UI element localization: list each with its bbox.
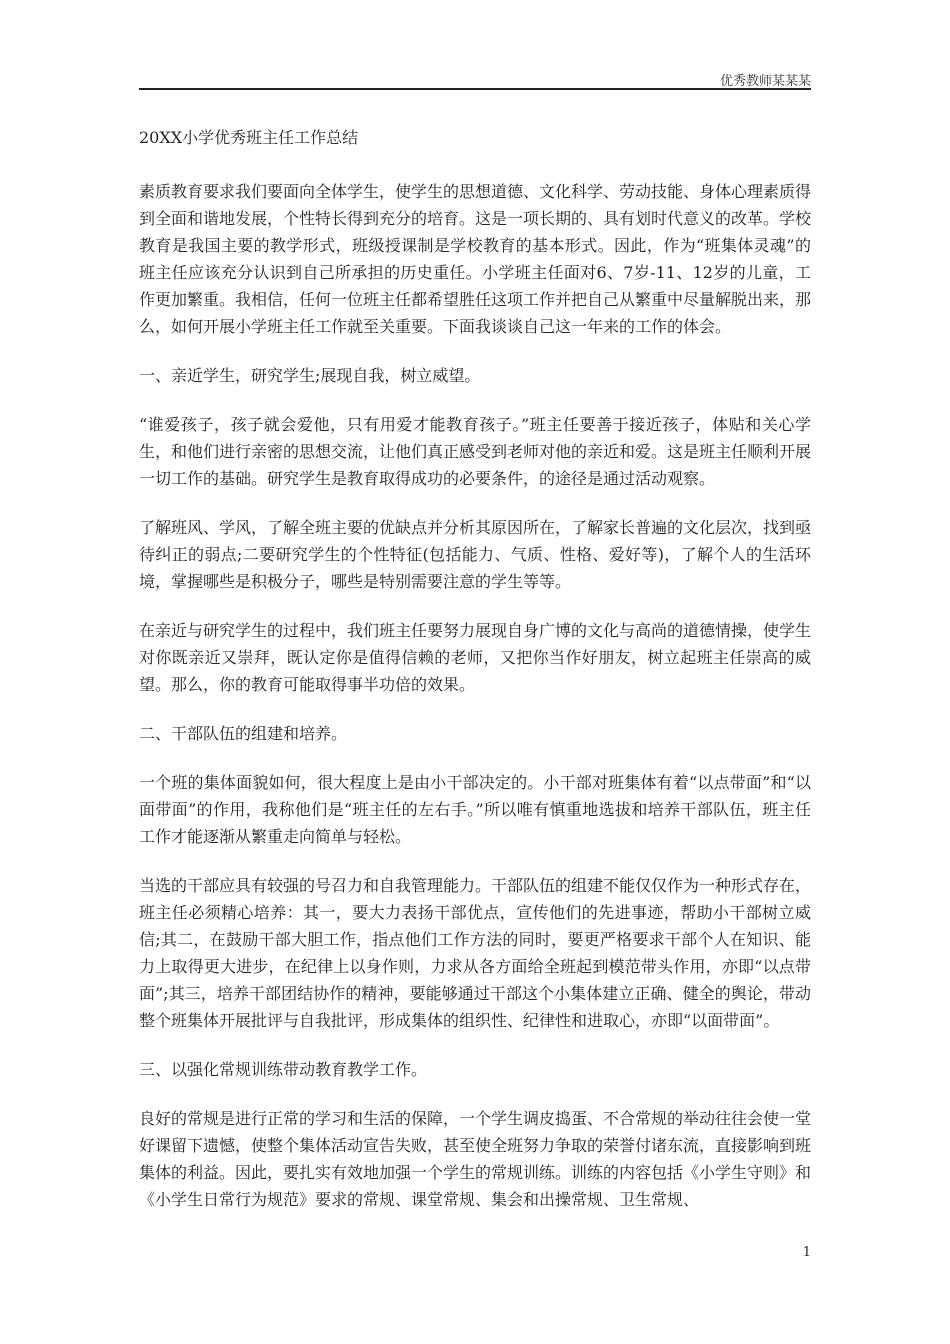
paragraph: “谁爱孩子，孩子就会爱他，只有用爱才能教育孩子。”班主任要善于接近孩子，体贴和关心学生，和他们进行亲密的思想交流，让他们真正感受到老师对他的亲近和爱。这是班主任顺利开展一切工作的基础。研究学生是教育取得成功的必要条件，的途径是通过活动观察。 — [139, 415, 812, 488]
page-number: 1 — [802, 1245, 811, 1260]
paragraph: 了解班风、学风，了解全班主要的优缺点并分析其原因所在，了解家长普遍的文化层次，找到亟待纠正的弱点;二要研究学生的个性特征(包括能力、气质、性格、爱好等)，了解个人的生活环境，掌握哪些是积极分子，哪些是特别需要注意的学生等等。 — [139, 518, 812, 591]
header-author: 优秀教师某某某 — [719, 74, 811, 89]
section-heading-3: 三、以强化常规训练带动教育教学工作。 — [139, 1060, 428, 1079]
section-heading-1: 一、亲近学生，研究学生;展现自我，树立威望。 — [139, 366, 481, 385]
document-body — [139, 124, 811, 1235]
header-divider — [139, 88, 811, 90]
document-title: 20XX小学优秀班主任工作总结 — [139, 128, 359, 147]
paragraph: 一个班的集体面貌如何，很大程度上是由小干部决定的。小干部对班集体有着“以点带面”和“以面带面”的作用，我称他们是“班主任的左右手。”所以唯有慎重地选拔和培养干部队伍，班主任工作才能逐渐从繁重走向简单与轻松。 — [139, 773, 811, 846]
paragraph-intro: 素质教育要求我们要面向全体学生，使学生的思想道德、文化科学、劳动技能、身体心理素质得到全面和谐地发展，个性特长得到充分的培育。这是一项长期的、具有划时代意义的改革。学校教育是我国主要的教学形式，班级授课制是学校教育的基本形式。因此，作为“班集体灵魂”的班主任应该充分认识到自己所承担的历史重任。小学班主任面对6、7岁-11、12岁的儿童，工作更加繁重。我相信，任何一位班主任都希望胜任这项工作并把自己从繁重中尽量解脱出来，那么，如何开展小学班主任工作就至关重要。下面我谈谈自己这一年来的工作的体会。 — [139, 182, 812, 336]
section-heading-2: 二、干部队伍的组建和培养。 — [139, 724, 348, 743]
paragraph: 良好的常规是进行正常的学习和生活的保障，一个学生调皮捣蛋、不合常规的举动往往会使一堂好课留下遗憾，使整个集体活动宣告失败，甚至使全班努力争取的荣誉付诸东流，直接影响到班集体的利益。因此，要扎实有效地加强一个学生的常规训练。训练的内容包括《小学生守则》和《小学生日常行为规范》要求的常规、课堂常规、集会和出操常规、卫生常规、 — [139, 1109, 812, 1209]
paragraph: 当选的干部应具有较强的号召力和自我管理能力。干部队伍的组建不能仅仅作为一种形式存在，班主任必须精心培养：其一，要大力表扬干部优点，宣传他们的先进事迹，帮助小干部树立威信;其二，在鼓励干部大胆工作，指点他们工作方法的同时，要更严格要求干部个人在知识、能力上取得更大进步，在纪律上以身作则，力求从各方面给全班起到模范带头作用，亦即“以点带面”;其三，培养干部团结协作的精神，要能够通过干部这个小集体建立正确、健全的舆论，带动整个班集体开展批评与自我批评，形成集体的组织性、纪律性和进取心，亦即“以面带面”。 — [139, 876, 812, 1030]
paragraph: 在亲近与研究学生的过程中，我们班主任要努力展现自身广博的文化与高尚的道德情操，使学生对你既亲近又崇拜，既认定你是值得信赖的老师，又把你当作好朋友，树立起班主任崇高的威望。那么，你的教育可能取得事半功倍的效果。 — [139, 621, 812, 694]
